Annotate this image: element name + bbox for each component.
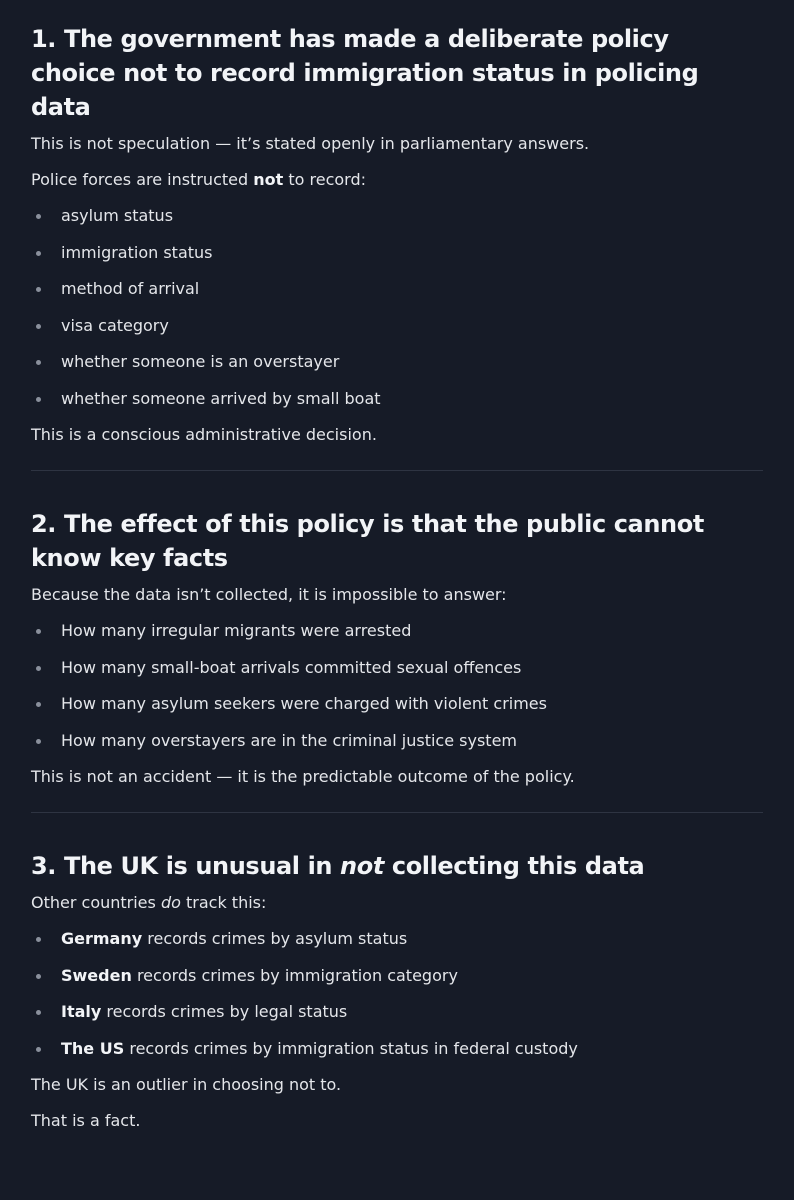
section-3 [31, 849, 763, 1132]
country-name: The US [61, 1038, 125, 1058]
list-item: How many overstayers are in the criminal justice system [31, 730, 763, 752]
list-item: visa category [31, 315, 763, 337]
list-item: How many small-boat arrivals committed sexual offences [31, 657, 763, 679]
list-item: immigration status [31, 242, 763, 264]
country-name: Germany [61, 929, 143, 948]
emphasis-not: not [253, 170, 284, 189]
section-3-list [31, 928, 763, 1060]
section-3-heading: 3. The UK is unusual in not collecting this data [31, 852, 645, 880]
section-2-closing: This is not an accident — it is the predictable outcome of the policy. [31, 767, 575, 786]
list-item: The US records crimes by immigration status in federal custody [31, 1038, 763, 1060]
bullet-icon [36, 739, 41, 744]
list-item: Germany records crimes by asylum status [31, 928, 763, 950]
list-item: asylum status [31, 205, 763, 227]
list-item: whether someone is an overstayer [31, 351, 763, 373]
list-item: How many asylum seekers were charged with violent crimes [31, 693, 763, 715]
bullet-icon [36, 974, 41, 979]
bullet-icon [36, 1047, 41, 1052]
country-name: Italy [61, 1002, 102, 1021]
section-2 [31, 507, 763, 788]
bullet-icon [36, 251, 41, 256]
section-1-closing: This is a conscious administrative decision. [31, 425, 377, 444]
emphasis-not: not [340, 852, 384, 880]
section-1 [31, 22, 763, 446]
list-item: method of arrival [31, 278, 763, 300]
bullet-icon [36, 214, 41, 219]
section-1-intro: This is not speculation — it’s stated openly in parliamentary answers. [31, 134, 590, 153]
bullet-icon [36, 324, 41, 329]
country-name: Sweden [61, 965, 132, 985]
bullet-icon [36, 287, 41, 292]
bullet-icon [36, 397, 41, 402]
bullet-icon [36, 666, 41, 671]
section-3-final: That is a fact. [31, 1111, 141, 1130]
section-1-list [31, 205, 763, 410]
bullet-icon [36, 1010, 41, 1015]
bullet-icon [36, 937, 41, 942]
section-2-list [31, 620, 763, 752]
section-divider [31, 812, 763, 813]
section-3-closing: The UK is an outlier in choosing not to. [31, 1075, 342, 1094]
bullet-icon [36, 702, 41, 707]
list-item: Italy records crimes by legal status [31, 1001, 763, 1023]
list-item: whether someone arrived by small boat [31, 388, 763, 410]
bullet-icon [36, 629, 41, 634]
section-2-heading: 2. The effect of this policy is that the public cannot know key facts [31, 510, 704, 572]
section-divider [31, 470, 763, 471]
section-1-lead: Police forces are instructed not to record: [31, 170, 366, 189]
emphasis-do: do [160, 893, 181, 912]
list-item: Sweden records crimes by immigration category [31, 965, 763, 987]
list-item: How many irregular migrants were arrested [31, 620, 763, 642]
section-1-heading: 1. The government has made a deliberate policy choice not to record immigration status in policing data [31, 25, 699, 121]
bullet-icon [36, 360, 41, 365]
section-2-lead: Because the data isn’t collected, it is impossible to answer: [31, 585, 507, 604]
section-3-lead: Other countries do track this: [31, 893, 267, 912]
